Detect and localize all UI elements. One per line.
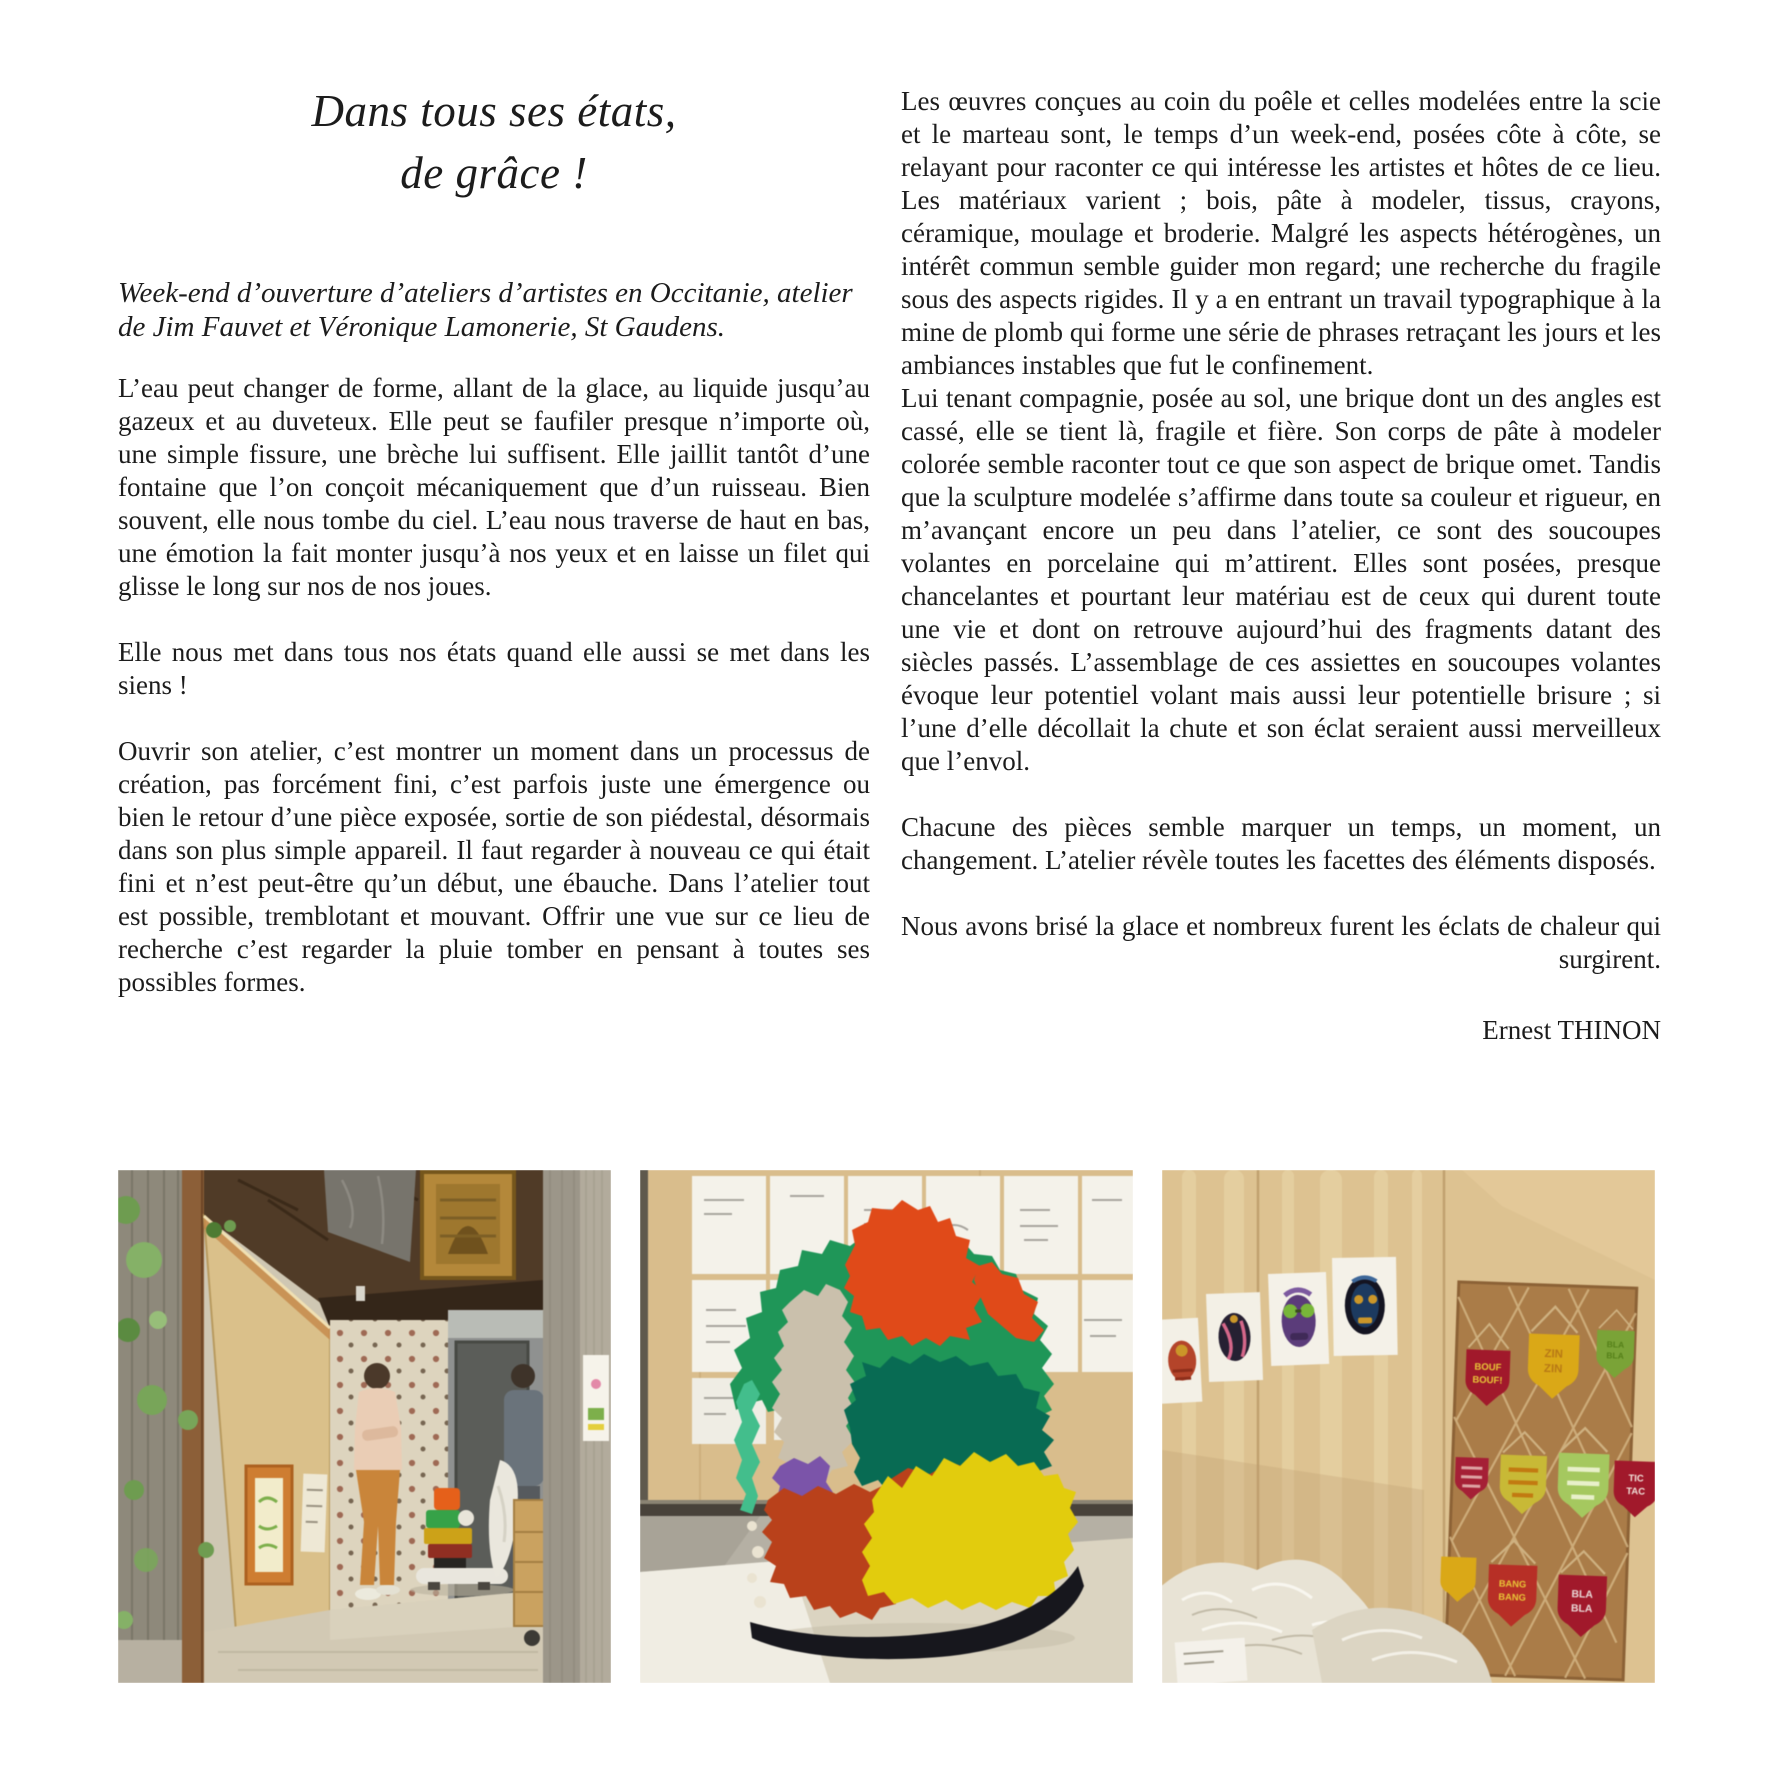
article-signature: Ernest THINON: [1482, 1015, 1661, 1045]
pennant-label: TAC: [1626, 1485, 1646, 1498]
pennant-label: ZIN: [1544, 1348, 1564, 1361]
pennant-label: BANG: [1498, 1578, 1527, 1590]
pennant-label: BANG: [1498, 1591, 1527, 1603]
body-paragraph: Chacune des pièces semble marquer un temps, un moment, un changement. L’atelier révèle toutes les facettes des éléments disposés.: [901, 812, 1661, 875]
body-paragraph: Les œuvres conçues au coin du poêle et celles modelées entre la scie et le marteau sont, le temps d’un week-end, posées côte à côte, se relayant pour raconter ce qui intéresse les artistes et hôtes de ce lieu. Les matériaux varient ; bois, pâte à modeler, tissus, crayons, céramique, moulage et broderie. Malgré les aspects hétérogènes, un intérêt commun semble guider mon regard; une recherche du fragile sous des aspects rigides. Il y a en entrant un travail typographique à la mine de plomb qui forme une série de phrases retraçant les jours et les ambiances instables que fut le confinement.: [901, 86, 1661, 380]
pennant-label: TIC: [1628, 1473, 1644, 1485]
photo-row: [118, 1170, 1655, 1683]
page-title-line-2: de grâce !: [400, 148, 588, 198]
pennant-label: BLA: [1570, 1603, 1593, 1616]
left-column: [118, 80, 870, 1047]
pennant-label: BOUF!: [1472, 1374, 1503, 1387]
body-paragraph: L’eau peut changer de forme, allant de la glace, au liquide jusqu’au gazeux et au duveteux. Elle peut se faufiler presque n’importe où, une simple fissure, une brèche lui suffisent. Elle jaillit tantôt d’une fontaine que l’on conçoit mécaniquement que d’un ruisseau. Bien souvent, elle nous tombe du ciel. L’eau nous traverse de haut en bas, une émotion la fait monter jusqu’à nos yeux et en laisse un filet qui glisse le long sur nos de nos joues.: [118, 373, 870, 601]
page-title-line-1: Dans tous ses états,: [311, 86, 677, 136]
body-paragraph: Lui tenant compagnie, posée au sol, une brique dont un des angles est cassé, elle se tient là, fragile et fière. Son corps de pâte à modeler colorée semble raconter tout ce que son aspect de brique omet. Tandis que la sculpture modelée s’affirme dans toute sa couleur et rigueur, en m’avançant encore un peu dans l’atelier, ce sont des soucoupes volantes en porcelaine qui m’attirent. Elles sont posées, presque chancelantes et pourtant leur matériau est de ceux qui durent toute une vie et dont on retrouve aujourd’hui des fragments datant des siècles passés. L’assemblage de ces assiettes en soucoupes volantes évoque leur potentiel volant mais aussi leur potentielle brisure ; si l’une d’elle décollait la chute et son éclat seraient aussi merveilleux que l’envol.: [901, 383, 1661, 776]
pennant-label: ZIN: [1543, 1362, 1563, 1376]
pennant-label: BLA: [1571, 1589, 1594, 1601]
page-title: [118, 80, 870, 204]
photo-pennant-wall: [1162, 1170, 1655, 1683]
body-paragraph: Ouvrir son atelier, c’est montrer un moment dans un processus de création, pas forcément fini, c’est parfois juste une émergence ou bien le retour d’une pièce exposée, sortie de son piédestal, désormais dans son plus simple appareil. Il faut regarder à nouveau ce qui était fini et n’est peut-être qu’un début, une ébauche. Dans l’atelier tout est possible, tremblotant et mouvant. Offrir une vue sur ce lieu de recherche c’est regarder la pluie tomber en pensant à toutes ses possibles formes.: [118, 736, 870, 997]
photo-clay-sculpture-image: [640, 1170, 1133, 1683]
page-subtitle: Week-end d’ouverture d’ateliers d’artistes en Occitanie, atelier de Jim Fauvet et Véronique Lamonerie, St Gaudens.: [118, 277, 853, 343]
photo-atelier-entrance: [118, 1170, 611, 1683]
body-paragraph: Nous avons brisé la glace et nombreux furent les éclats de chaleur qui surgirent.: [901, 911, 1661, 974]
photo-clay-sculpture: [640, 1170, 1133, 1683]
pennant-label: BLA: [1606, 1339, 1625, 1350]
body-paragraph: Elle nous met dans tous nos états quand elle aussi se met dans les siens !: [118, 637, 870, 700]
pennant-label: BOUF: [1474, 1361, 1502, 1374]
photo-atelier-entrance-image: [118, 1170, 611, 1683]
pennant-label: BLA: [1606, 1350, 1624, 1361]
right-column: [901, 80, 1661, 1047]
photo-pennant-wall-image: [1162, 1170, 1655, 1683]
